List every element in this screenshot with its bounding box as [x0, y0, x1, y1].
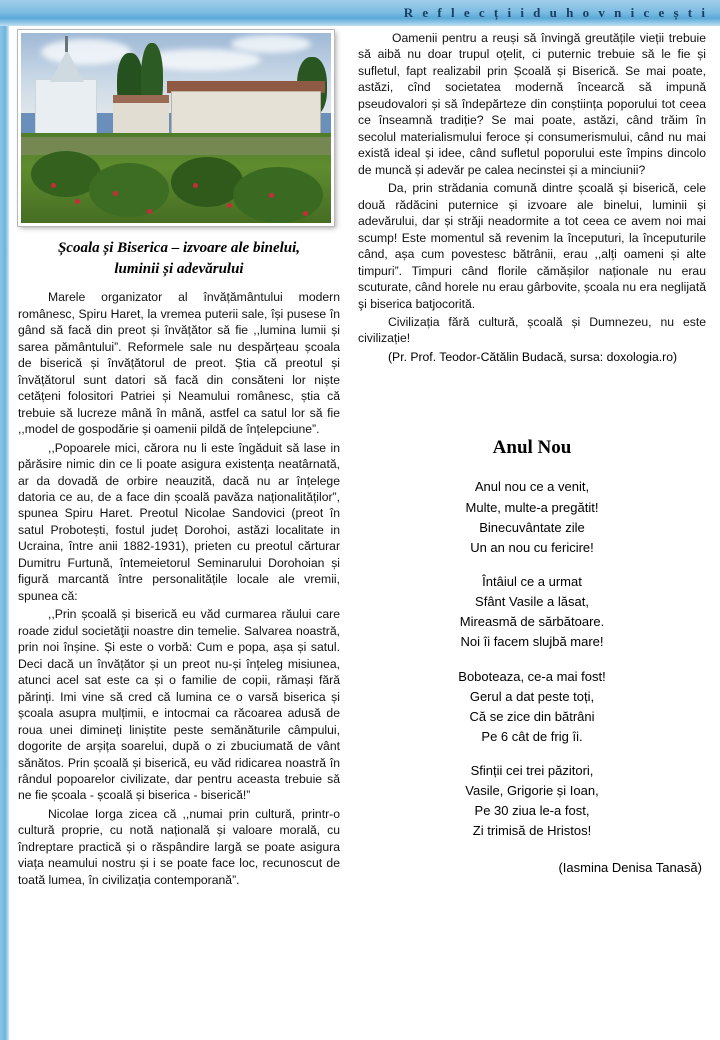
poem-line: Zi trimisă de Hristos!	[472, 823, 592, 839]
poem-stanza	[358, 572, 706, 653]
article-paragraph: Civilizația fără cultură, școală și Dumnezeu, nu este civilizație!	[358, 314, 706, 346]
poem-line: Gerul a dat peste toți,	[469, 688, 595, 704]
article-paragraph: Da, prin strădania comună dintre școală și biserică, cele două rădăcini puternice și izvoare ale binelui, luminii și adevărului, dar și străji neadormite a tot ceea ce avem noi mai scump! Este momentul să revenim la începuturi, la începuturile când, așa cum povestesc bătrânii, erau ,,alți oameni și alte timpuri”. Timpuri când florile cămășilor naționale nu erau scuturate, când horele nu erau gârbovite, școala nu era neglijată şi biserica batjocorită.	[358, 181, 706, 311]
caption-line-1: Școala și Biserica – izvoare ale binelui,	[57, 240, 301, 256]
poem-line: Pe 6 cât de frig îi.	[481, 728, 583, 744]
article-paragraph: ,,Prin școală și biserică eu văd curmarea răului care roade zidul societăţii noastre din temelie. Salvarea noastră, prin noi înșine. Și este o vorbă: Cum e popa, așa și satul. Deci dacă un învățător și un preot nu-și înțeleg misiunea, atunci acel sat este ca și o familie de copii, rămași fără părinți. Imi vine să cred că lumina ce o varsă biserica și școala asupra mulțimii, e intocmai ca răcoarea adusă de roua unei dimineți liniștite peste semănăturile câmpului, dogorite de arșița soarelui, după o zi zbuciumată de vânt sănătos. Prin școală și biserică, eu văd ridicarea noastră în rândul popoarelor civilizate, dar pentru aceasta trebuie să ne fie școala - școală și biserica - biserică!”	[18, 607, 340, 803]
right-column	[358, 30, 706, 875]
article-paragraph: Marele organizator al învățământului modern românesc, Spiru Haret, la vremea puterii sale, își pusese în gând să facă din preot și învățător să fie ,,lumina lumii și sarea pământului”. Reformele sale nu despărțeau școala de biserică și învățătorul de preot. Știa că preotul și învățătorul sunt datori să facă din consăteni lor niște cetățeni folositori Patriei și Neamului românesc, știa că trebuie să lucreze mână în mână, astfel ca satul lor să fie ,,model de gospodărie și oamenii pildă de înțelepciune”.	[18, 290, 340, 437]
photo-school-building	[171, 91, 321, 137]
left-accent-bar	[0, 26, 9, 1040]
poem-body	[358, 477, 706, 841]
poem-title: Anul Nou	[492, 437, 572, 459]
poem-line: Pe 30 ziua le-a fost,	[474, 803, 590, 819]
poem-line: Întâiul ce a urmat	[482, 573, 582, 589]
photo-flower	[51, 183, 56, 188]
poem-author: (Iasmina Denisa Tanasă)	[558, 859, 702, 875]
photo-flower	[147, 209, 152, 214]
poem-line: Un an nou cu fericire!	[470, 539, 594, 555]
photo-flower	[303, 211, 308, 216]
header-title: R e f l e c ț i i d u h o v n i c e ș t i	[403, 5, 708, 20]
photo-flower	[113, 191, 118, 196]
photo-bush	[171, 157, 243, 207]
photo-bush	[233, 167, 323, 223]
poem-line: Mireasmă de sărbătoare.	[459, 614, 605, 630]
photo-cloud	[231, 35, 311, 53]
article-source: (Pr. Prof. Teodor-Cătălin Budacă, sursa: doxologia.ro)	[388, 349, 678, 364]
poem-line: Multe, multe-a pregătit!	[465, 499, 599, 515]
photo-flower	[193, 183, 198, 188]
photo-flower	[227, 203, 232, 208]
school-and-church-photo	[18, 30, 334, 226]
photo-flower	[75, 199, 80, 204]
poem-line: Că se zice din bătrâni	[469, 708, 595, 724]
article-paragraph: Nicolae Iorga zicea că ,,numai prin cultură, printr-o cultură proprie, cu notă națională și valoare morală, cu îndreptare practică și o răspândire largă se poate asigura viața neamului nostru și i se poate face loc, recunoscut de toată lumea, în civilizația contemporană”.	[18, 806, 340, 887]
photo-church-building	[35, 79, 97, 137]
photo-wall	[113, 103, 169, 135]
photo-flower	[269, 193, 274, 198]
poem-line: Noi îi facem slujbă mare!	[460, 634, 604, 650]
poem-stanza	[358, 477, 706, 558]
poem-stanza	[358, 667, 706, 748]
caption-line-2: luminii și adevărului	[114, 260, 244, 277]
poem-line: Anul nou ce a venit,	[474, 479, 590, 495]
poem-line: Sfinții cei trei păzitori,	[470, 763, 594, 779]
left-column	[18, 30, 340, 888]
article-paragraph: Oamenii pentru a reuși să învingă greutățile vieții trebuie să aibă nu doar trupul oțelit, ci puternic trebuie să le fie și sufletul, fapt realizabil prin Școală și Biserică. Se mai poate, astăzi, cînd societatea modernă încearcă să impună pseudovalori și să îndepărteze din conștiința poporului tot ceea ce înseamnă tradiție? Se mai poate, astăzi, când trăim în secolul materialismului feroce și consumerismului, când nu mai există ideal și idee, când sufletul poporului este împins dincolo de muncă și adevăr pe calea necinstei și a minciunii?	[358, 31, 706, 177]
photo-bush	[89, 163, 169, 217]
poem-line: Binecuvântate zile	[479, 519, 585, 535]
article-paragraph: ,,Popoarele mici, cărora nu li este îngăduit să lase in părăsire nimic din ce li poate asigura existența neatârnată, ar da dovadă de orbire neauzită, dacă nu ar înțelege datoria ce au, de a face din școală pavăza naționalităților”, spunea Spiru Haret. Preotul Nicolae Sandovici (preot în satul Probotești, fostul județ Dorohoi, astăzi localitate in Ucraina, între anii 1882-1931), prieten cu preotul cărturar Dumitru Furtună, întemeietorul Seminarului Dorohoian și figură marcantă între personalitățile locale ale vremii, spunea că:	[18, 440, 340, 603]
poem-line: Vasile, Grigorie și Ioan,	[465, 783, 599, 799]
photo-caption	[18, 238, 340, 279]
poem-line: Sfânt Vasile a lăsat,	[475, 594, 589, 610]
poem-line: Boboteaza, ce-a mai fost!	[458, 668, 606, 684]
page-header	[0, 0, 720, 26]
poem-stanza	[358, 761, 706, 842]
